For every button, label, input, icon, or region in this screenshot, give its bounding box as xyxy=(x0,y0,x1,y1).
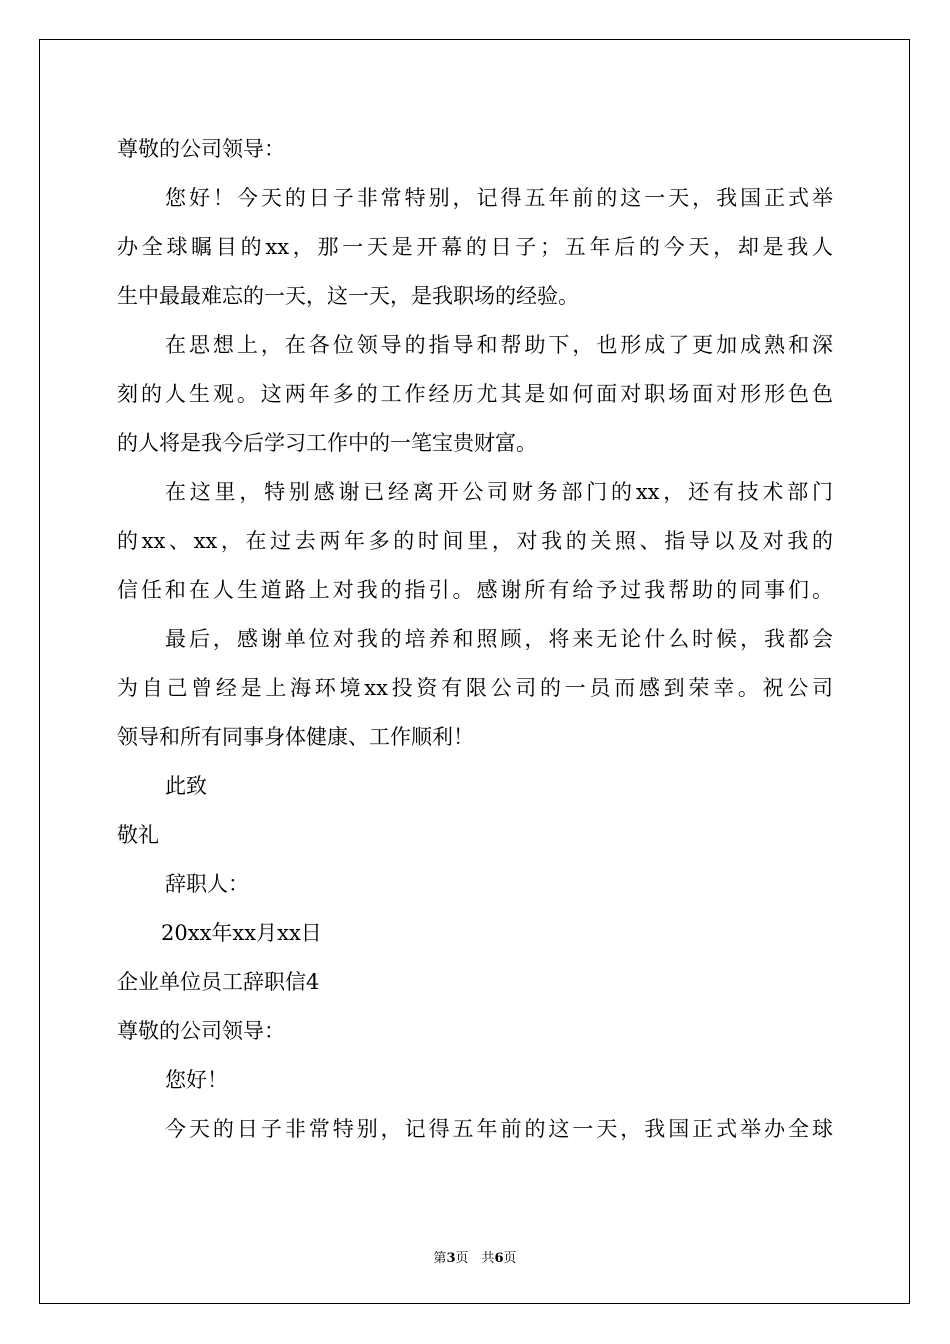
salutation: 尊敬的公司领导： xyxy=(117,137,285,161)
paragraph-3-line-1: 在这里，特别感谢已经离开公司财务部门的xx，还有技术部门 xyxy=(165,480,833,504)
paragraph-1-line-1: 您好！今天的日子非常特别，记得五年前的这一天，我国正式举 xyxy=(165,186,833,210)
signer-label: 辞职人： xyxy=(165,872,249,896)
paragraph-2-line-3: 的人将是我今后学习工作中的一笔宝贵财富。 xyxy=(117,431,537,455)
page-number-footer xyxy=(0,1247,950,1266)
paragraph-3-line-2: 的xx、xx，在过去两年多的时间里，对我的关照、指导以及对我的 xyxy=(117,529,833,553)
footer-total-pages: 6 xyxy=(494,1251,504,1266)
paragraph-3-line-3: 信任和在人生道路上对我的指引。感谢所有给予过我帮助的同事们。 xyxy=(117,578,833,602)
next-letter-title: 企业单位员工辞职信4 xyxy=(117,970,320,994)
footer-suffix: 页 xyxy=(503,1251,517,1266)
paragraph-1-line-2: 办全球瞩目的xx，那一天是开幕的日子；五年后的今天，却是我人 xyxy=(117,235,833,259)
paragraph-4-line-2: 为自己曾经是上海环境xx投资有限公司的一员而感到荣幸。祝公司 xyxy=(117,676,833,700)
next-letter-greeting: 您好！ xyxy=(165,1068,228,1092)
paragraph-2-line-2: 刻的人生观。这两年多的工作经历尤其是如何面对职场面对形形色色 xyxy=(117,382,833,406)
closing-2: 敬礼 xyxy=(117,823,159,847)
next-letter-paragraph-1-line-1: 今天的日子非常特别，记得五年前的这一天，我国正式举办全球 xyxy=(165,1117,833,1141)
letter-date: 20xx年xx月xx日 xyxy=(161,921,322,945)
footer-current-page: 3 xyxy=(446,1251,456,1266)
paragraph-4-line-3: 领导和所有同事身体健康、工作顺利！ xyxy=(117,725,474,749)
paragraph-4-line-1: 最后，感谢单位对我的培养和照顾，将来无论什么时候，我都会 xyxy=(165,627,833,651)
paragraph-1-line-3: 生中最最难忘的一天，这一天，是我职场的经验。 xyxy=(117,284,579,308)
footer-prefix: 第 xyxy=(433,1251,447,1266)
closing-1: 此致 xyxy=(165,774,207,798)
footer-mid: 页 共 xyxy=(455,1251,495,1266)
next-letter-salutation: 尊敬的公司领导： xyxy=(117,1019,285,1043)
paragraph-2-line-1: 在思想上，在各位领导的指导和帮助下，也形成了更加成熟和深 xyxy=(165,333,833,357)
